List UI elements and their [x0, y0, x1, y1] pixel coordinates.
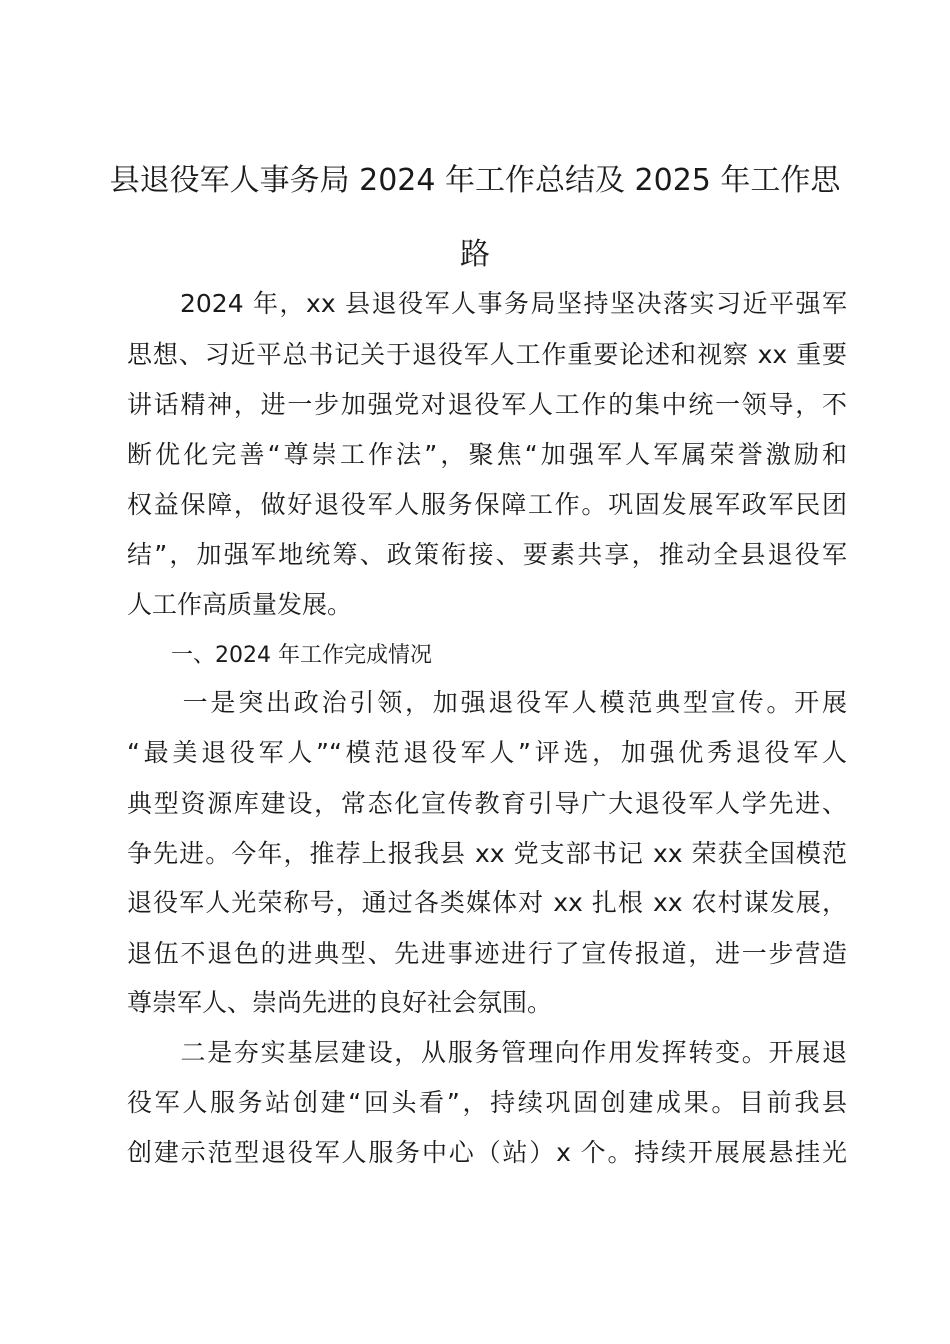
document-title-line-2: 路: [460, 237, 490, 272]
paragraph-line: 创建示范型退役军人服务中心（站）x 个。持续开展展悬挂光: [127, 1138, 847, 1167]
document-title-line-1: 县退役军人事务局 2024 年工作总结及 2025 年工作思: [109, 163, 841, 198]
paragraph-line: 役军人服务站创建“回头看”，持续巩固创建成果。目前我县: [127, 1088, 847, 1117]
section-heading: 一、2024 年工作完成情况: [127, 643, 432, 668]
paragraph-line: 讲话精神，进一步加强党对退役军人工作的集中统一领导，不: [127, 390, 847, 419]
paragraph-line: 思想、习近平总书记关于退役军人工作重要论述和视察 xx 重要: [127, 340, 847, 369]
paragraph-line: 断优化完善“尊崇工作法”，聚焦“加强军人军属荣誉激励和: [127, 440, 847, 469]
paragraph-line: 结”，加强军地统筹、政策衔接、要素共享，推动全县退役军: [127, 540, 847, 569]
paragraph-line: 2024 年，xx 县退役军人事务局坚持坚决落实习近平强军: [127, 289, 847, 318]
paragraph-line: 尊崇军人、崇尚先进的良好社会氛围。: [127, 988, 553, 1017]
paragraph-line: 一是突出政治引领，加强退役军人模范典型宣传。开展: [127, 688, 847, 717]
paragraph-line: 退伍不退色的进典型、先进事迹进行了宣传报道，进一步营造: [127, 939, 847, 968]
paragraph-line: 争先进。今年，推荐上报我县 xx 党支部书记 xx 荣获全国模范: [127, 839, 847, 868]
paragraph-line: 人工作高质量发展。: [127, 590, 353, 619]
paragraph-line: 二是夯实基层建设，从服务管理向作用发挥转变。开展退: [127, 1038, 847, 1067]
paragraph-line: 退役军人光荣称号，通过各类媒体对 xx 扎根 xx 农村谋发展，: [127, 888, 847, 917]
paragraph-line: 典型资源库建设，常态化宣传教育引导广大退役军人学先进、: [127, 789, 847, 818]
paragraph-line: “最美退役军人”“模范退役军人”评选，加强优秀退役军人: [127, 738, 847, 767]
paragraph-line: 权益保障，做好退役军人服务保障工作。巩固发展军政军民团: [127, 490, 847, 519]
